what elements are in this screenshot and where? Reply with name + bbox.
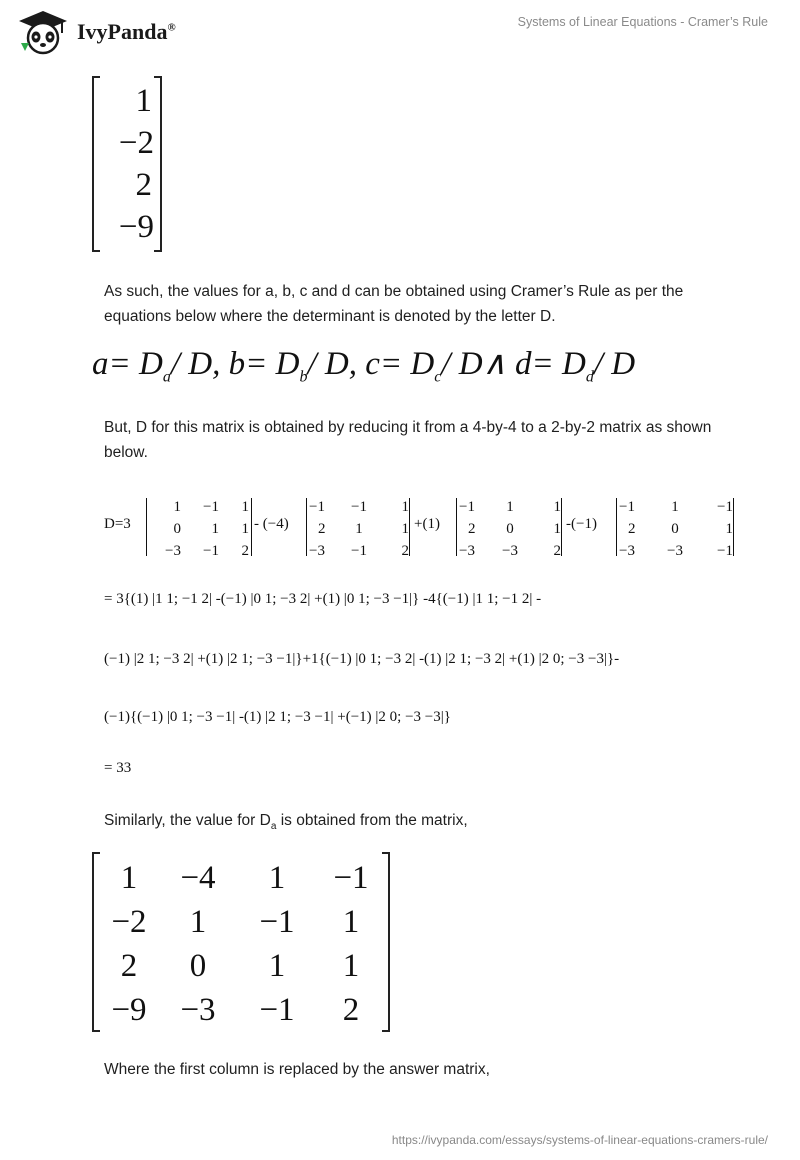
matrix-cell: −1 — [333, 860, 369, 896]
det-3x3: −1 1 −1 2 0 1 −3 −3 −1 — [616, 496, 734, 558]
matrix-cell: 0 — [189, 948, 207, 984]
matrix-cell: 1 — [268, 860, 286, 896]
da-matrix — [92, 852, 390, 1032]
matrix-cell: 1 — [120, 860, 138, 896]
expansion-line-2: = 3{(1) |1 1; −1 2| -(−1) |0 1; −3 2| +(1) |0 1; −3 −1|} -4{(−1) |1 1; −1 2| - — [104, 591, 542, 607]
matrix-cell: −1 — [259, 904, 295, 940]
expansion-line-3: (−1) |2 1; −3 2| +(1) |2 1; −3 −1|}+1{(−1) |0 1; −3 2| -(1) |2 1; −3 2| +(1) |2 0; −3 −3|}- — [104, 651, 620, 667]
vector-entry: −9 — [118, 209, 154, 245]
det-3x3: −1 −1 1 2 1 1 −3 −1 2 — [306, 496, 410, 558]
matrix-cell: 1 — [342, 904, 360, 940]
cramer-formula: $a= D_a/$ D, $b= D_b/$ D, $c= D_c/$ D∧ $d= D_d/$ D — [92, 346, 636, 386]
brand-logo[interactable] — [15, 9, 176, 55]
brand-name: IvyPanda® — [77, 19, 176, 44]
matrix-cell: 1 — [268, 948, 286, 984]
matrix-cell: −1 — [259, 992, 295, 1028]
vector-entry: 1 — [135, 83, 152, 119]
matrix-cell: −2 — [111, 904, 147, 940]
matrix-cell: 1 — [342, 948, 360, 984]
footer-url[interactable]: https://ivypanda.com/essays/systems-of-linear-equations-cramers-rule/ — [391, 1133, 768, 1147]
paragraph-da-intro: Similarly, the value for $D_a$ is obtained from the matrix, — [104, 812, 468, 833]
matrix-cell: −3 — [180, 992, 216, 1028]
paragraph-determinant-reduction: But, D for this matrix is obtained by reducing it from a 4-by-4 to a 2-by-2 matrix as shown below. — [104, 419, 712, 461]
matrix-cell: −4 — [180, 860, 216, 896]
vector-entry: 2 — [135, 167, 152, 203]
matrix-cell: −9 — [111, 992, 147, 1028]
paragraph-first-column: Where the first column is replaced by the answer matrix, — [104, 1061, 490, 1078]
paragraph-cramer-intro: As such, the values for a, b, c and d can be obtained using Cramer’s Rule as per the equations below where the determinant is denoted by the letter D. — [104, 283, 684, 325]
det-3x3: 1 −1 1 0 1 1 −3 −1 2 — [146, 496, 252, 558]
matrix-cell: 2 — [342, 992, 360, 1028]
expansion-line-1: D=3 1 −1 1 0 1 1 −3 −1 2 - (−4) −1 −1 1 2 1 1 −3 −1 2 +(1) −1 1 1 2 0 1 −3 −3 2 -(−1) −1 1 −1 2 0 1 −3 −3 −1 — [104, 496, 744, 560]
vector-entry: −2 — [118, 125, 154, 161]
matrix-cell: 1 — [189, 904, 207, 940]
det-3x3: −1 1 1 2 0 1 −3 −3 2 — [456, 496, 562, 558]
answer-vector — [92, 76, 162, 252]
expansion-line-4: (−1){(−1) |0 1; −3 −1| -(1) |2 1; −3 −1| +(−1) |2 0; −3 −3|} — [104, 709, 451, 725]
matrix-cell: 2 — [120, 948, 138, 984]
panda-graduate-icon — [15, 9, 71, 55]
expansion-result: = 33 — [104, 760, 132, 776]
document-title: Systems of Linear Equations - Cramer’s Rule — [517, 15, 768, 29]
